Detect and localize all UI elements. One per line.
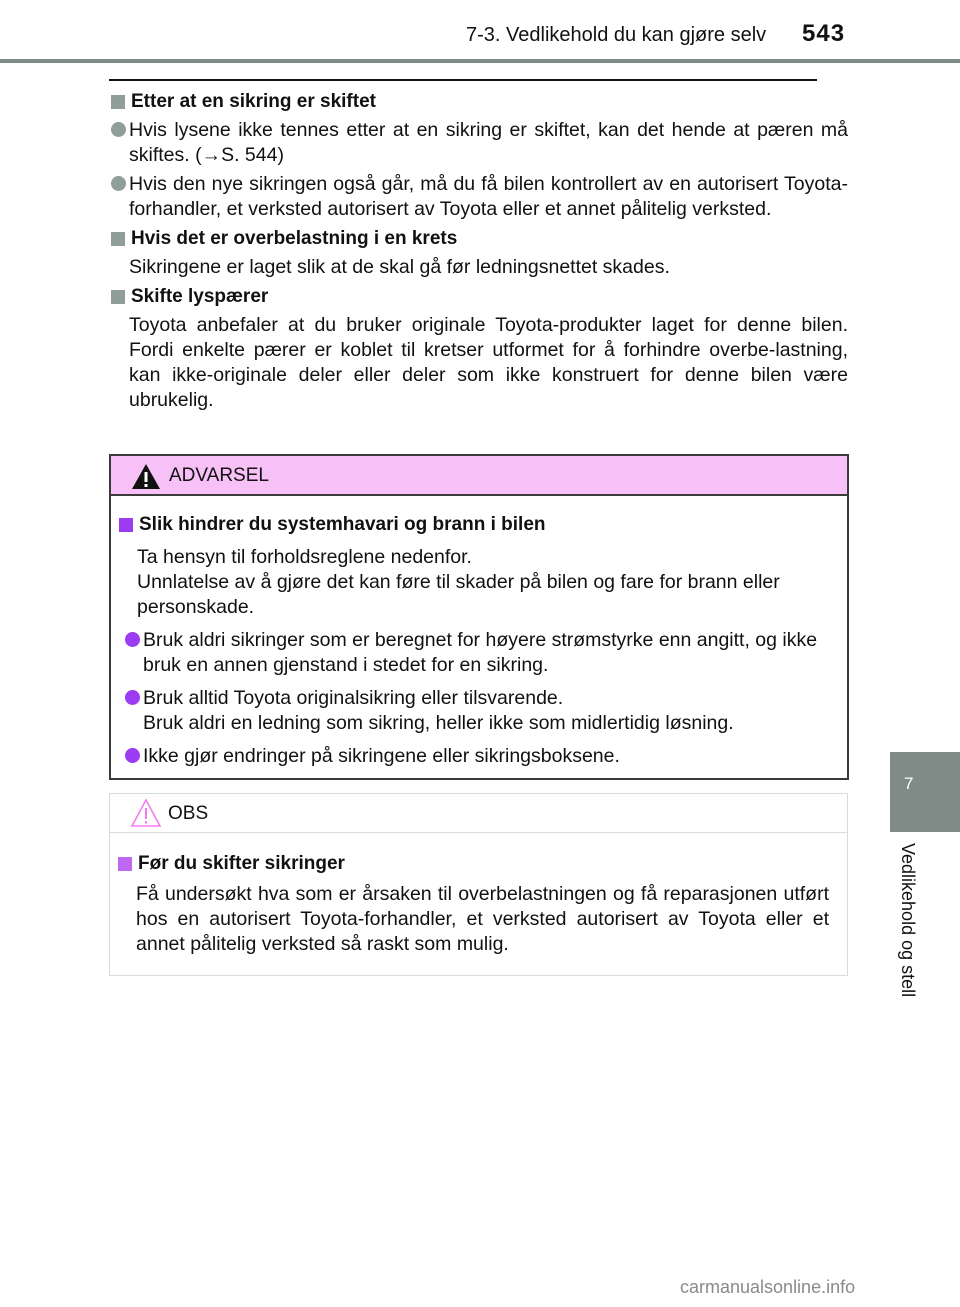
- bullet-text: Bruk aldri sikringer som er beregnet for høyere strømstyrke enn angitt, og ikke bruk en annen gjenstand i stedet for en sikring.: [143, 629, 818, 676]
- warning-box-header: [111, 456, 847, 496]
- section-heading: [109, 284, 848, 309]
- list-item: [109, 172, 848, 222]
- notice-label: OBS: [168, 803, 209, 824]
- round-bullet-icon: [111, 122, 126, 137]
- section-heading-text: Etter at en sikring er skiftet: [131, 91, 376, 112]
- square-bullet-icon: [111, 95, 125, 109]
- square-bullet-icon: [119, 518, 133, 532]
- section-replace-bulbs: [109, 284, 848, 413]
- bullet-text: Bruk alltid Toyota originalsikring eller tilsvarende.: [143, 687, 564, 709]
- warning-box: [109, 454, 849, 780]
- square-bullet-icon: [118, 857, 132, 871]
- page-header-title: 7-3. Vedlikehold du kan gjøre selv: [466, 24, 767, 46]
- bullet-text: Ikke gjør endringer på sikringene eller sikringsboksene.: [143, 745, 620, 767]
- watermark: carmanualsonline.info: [680, 1277, 856, 1297]
- section-heading: [109, 89, 848, 114]
- notice-box-header: [110, 794, 847, 833]
- section-heading: [109, 226, 848, 251]
- list-item: [119, 744, 839, 769]
- list-item: [119, 628, 839, 678]
- round-bullet-icon: [111, 176, 126, 191]
- warning-intro: [119, 545, 839, 620]
- section-text: Sikringene er laget slik at de skal gå før ledningsnettet skades.: [129, 256, 670, 278]
- section-rule: [109, 79, 817, 81]
- warning-heading: [119, 512, 839, 537]
- bullet-text: Bruk aldri en ledning som sikring, heller ikke som midlertidig løsning.: [143, 712, 734, 734]
- chapter-tab: [890, 752, 960, 832]
- warning-intro-line: Ta hensyn til forholdsreglene nedenfor.: [137, 546, 472, 568]
- section-text: Toyota anbefaler at du bruker originale Toyota-produkter laget for denne bilen. Fordi enkelte pærer er koblet til kretser utformet for å forhindre overbe-lastning, kan ikke-originale deler eller deler som ikke konstruert for denne bilen være ubrukelig.: [129, 314, 848, 411]
- round-bullet-icon: [125, 748, 140, 763]
- section-heading-text: Skifte lyspærer: [131, 286, 269, 307]
- warning-triangle-filled-icon: [131, 463, 161, 490]
- warning-heading-text: Slik hindrer du systemhavari og brann i bilen: [139, 514, 546, 535]
- main-content: [109, 89, 848, 417]
- warning-triangle-outline-icon: [130, 798, 162, 828]
- square-bullet-icon: [111, 232, 125, 246]
- notice-heading: [118, 851, 829, 876]
- chapter-title: Vedlikehold og stell: [898, 843, 918, 998]
- warning-box-body: [111, 496, 847, 769]
- section-after-fuse-change: [109, 89, 848, 222]
- notice-box-body: [110, 833, 847, 957]
- section-heading-text: Hvis det er overbelastning i en krets: [131, 228, 458, 249]
- notice-heading-text: Før du skifter sikringer: [138, 853, 345, 874]
- warning-intro-line: Unnlatelse av å gjøre det kan føre til skader på bilen og fare for brann eller personskade.: [137, 571, 780, 618]
- round-bullet-icon: [125, 632, 140, 647]
- bullet-text: Hvis lysene ikke tennes etter at en sikring er skiftet, kan det hende at pæren må skiftes. (→S. 544): [129, 119, 848, 166]
- notice-box: [109, 793, 848, 976]
- bullet-text: Hvis den nye sikringen også går, må du få bilen kontrollert av en autorisert Toyota-forhandler, et verksted autorisert av Toyota eller et annet pålitelig verksted.: [129, 173, 848, 220]
- list-item: [119, 686, 839, 736]
- page-number: 543: [802, 20, 846, 47]
- round-bullet-icon: [125, 690, 140, 705]
- notice-text: Få undersøkt hva som er årsaken til overbelastningen og få reparasjonen utført hos en autorisert Toyota-forhandler, et verksted autorisert av Toyota eller et annet pålitelig verksted så raskt som mulig.: [136, 883, 829, 955]
- section-circuit-overload: [109, 226, 848, 280]
- chapter-number: 7: [904, 774, 914, 793]
- header-divider: [0, 59, 960, 63]
- list-item: [109, 118, 848, 168]
- square-bullet-icon: [111, 290, 125, 304]
- warning-label: ADVARSEL: [169, 465, 269, 486]
